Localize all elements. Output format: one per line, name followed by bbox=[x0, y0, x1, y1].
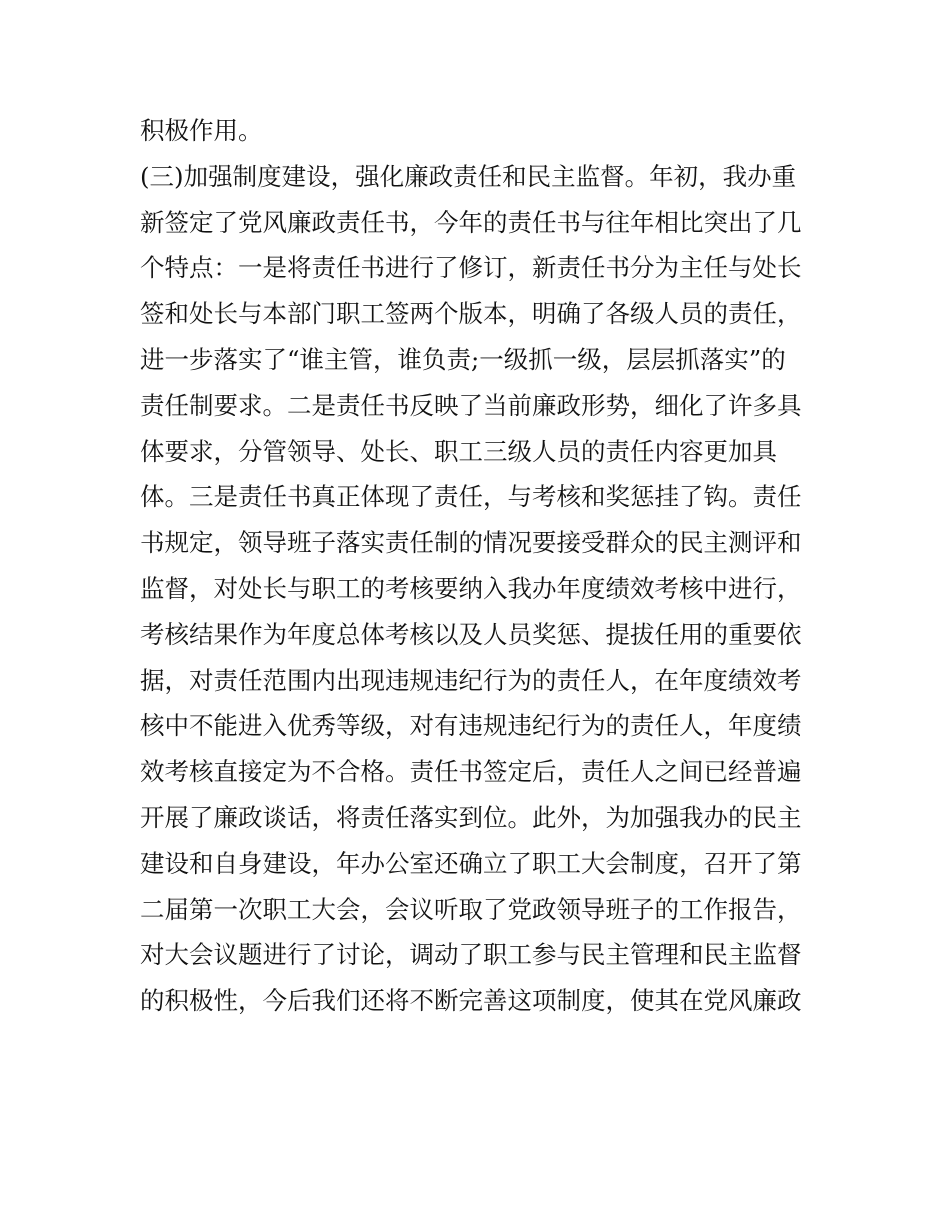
text-line: 效考核直接定为不合格。责任书签定后，责任人之间已经普遍 bbox=[140, 757, 802, 787]
text-line: 开展了廉政谈话，将责任落实到位。此外，为加强我办的民主 bbox=[140, 802, 802, 832]
text-line: 责任制要求。二是责任书反映了当前廉政形势，细化了许多具 bbox=[140, 390, 802, 420]
text-line: 体要求，分管领导、处长、职工三级人员的责任内容更加具 bbox=[140, 436, 777, 466]
body-text bbox=[140, 108, 830, 1024]
text-line: 核中不能进入优秀等级，对有违规违纪行为的责任人，年度绩 bbox=[140, 711, 802, 741]
text-line: 体。三是责任书真正体现了责任，与考核和奖惩挂了钩。责任 bbox=[140, 482, 802, 512]
text-line: 据，对责任范围内出现违规违纪行为的责任人，在年度绩效考 bbox=[140, 665, 802, 695]
text-line: 建设和自身建设，年办公室还确立了职工大会制度，召开了第 bbox=[140, 848, 802, 878]
text-line: 新签定了党风廉政责任书，今年的责任书与往年相比突出了几 bbox=[140, 207, 802, 237]
text-line: 的积极性，今后我们还将不断完善这项制度，使其在党风廉政 bbox=[140, 986, 802, 1016]
text-line: (三)加强制度建设，强化廉政责任和民主监督。年初，我办重 bbox=[140, 161, 797, 191]
text-line: 监督，对处长与职工的考核要纳入我办年度绩效考核中进行， bbox=[140, 573, 802, 603]
text-line: 考核结果作为年度总体考核以及人员奖惩、提拔任用的重要依 bbox=[140, 619, 802, 649]
text-line: 积极作用。 bbox=[140, 116, 263, 145]
text-line: 进一步落实了“谁主管，谁负责;一级抓一级，层层抓落实”的 bbox=[140, 344, 786, 374]
text-line: 书规定，领导班子落实责任制的情况要接受群众的民主测评和 bbox=[140, 528, 802, 558]
text-line: 二届第一次职工大会，会议听取了党政领导班子的工作报告， bbox=[140, 894, 802, 924]
text-line: 对大会议题进行了讨论，调动了职工参与民主管理和民主监督 bbox=[140, 940, 802, 970]
text-line: 个特点：一是将责任书进行了修订，新责任书分为主任与处长 bbox=[140, 253, 802, 283]
text-line: 签和处长与本部门职工签两个版本，明确了各级人员的责任， bbox=[140, 299, 802, 329]
